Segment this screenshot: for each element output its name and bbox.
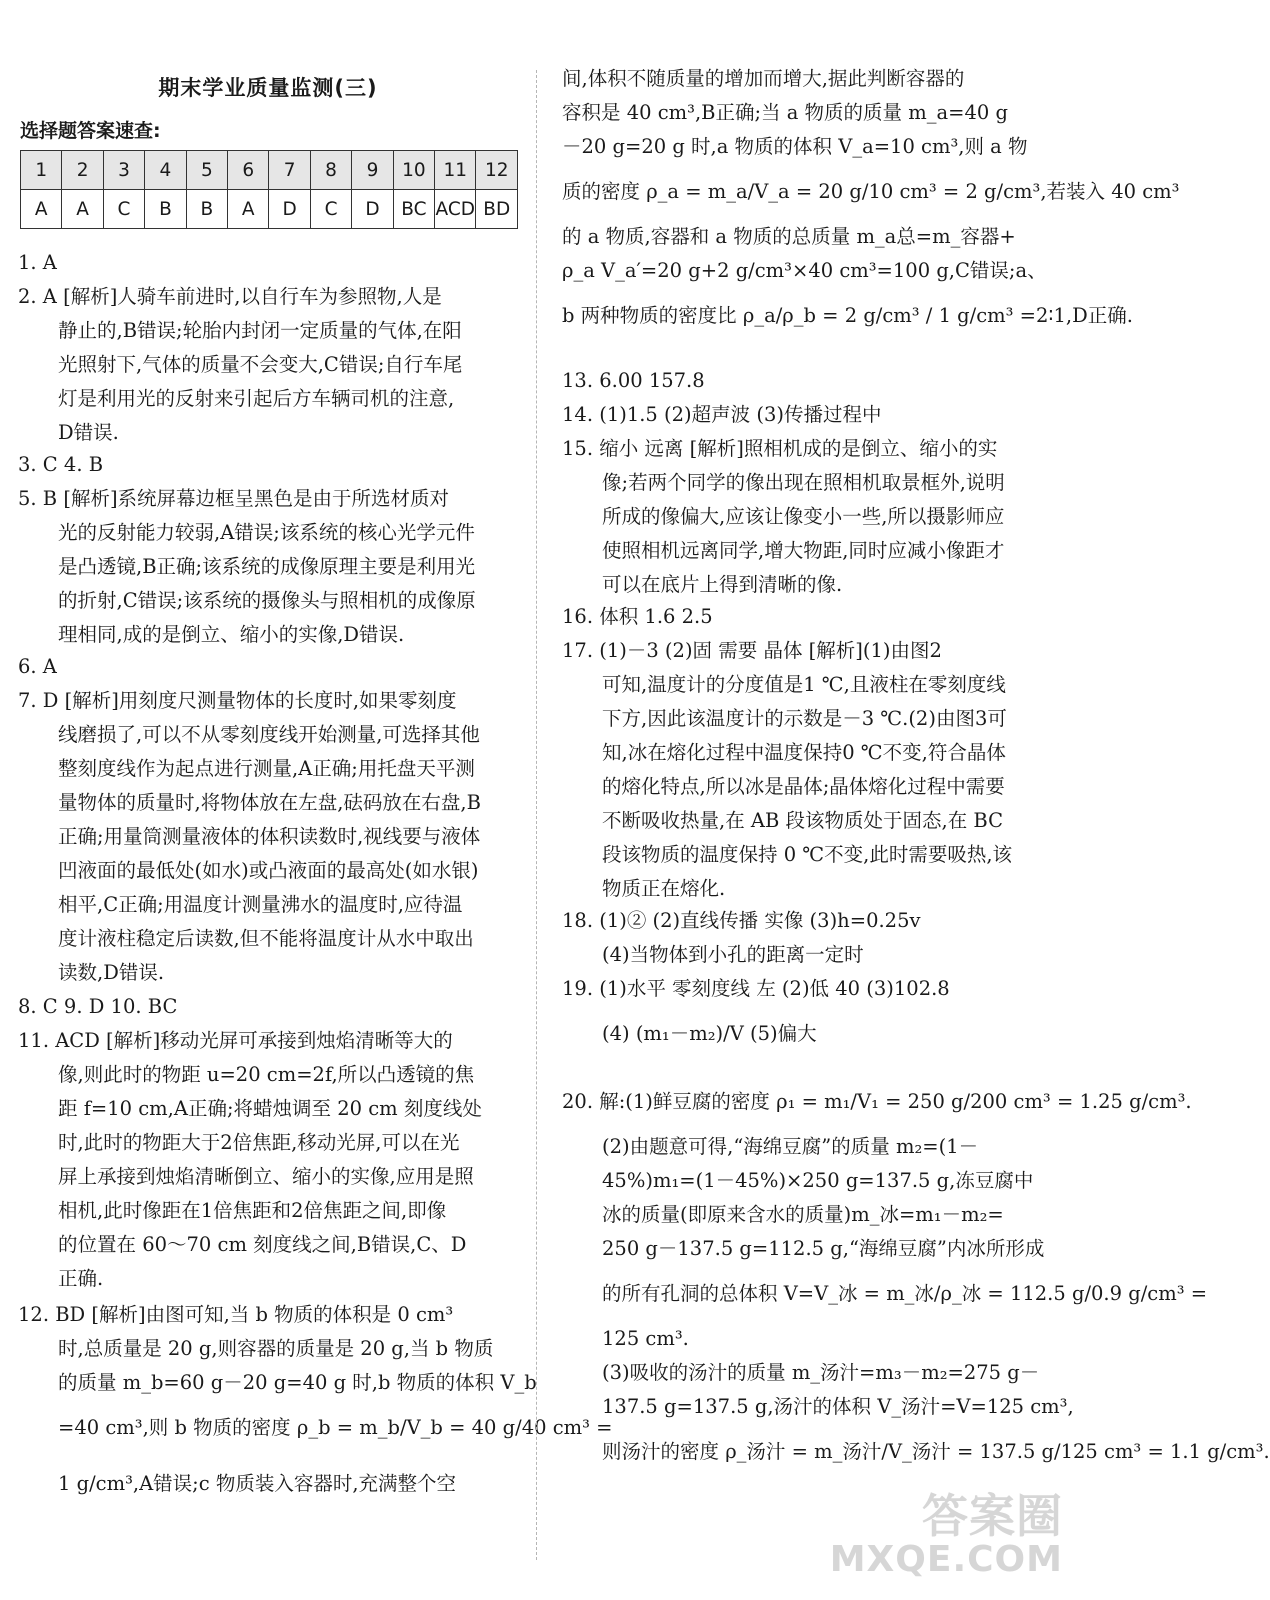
question-number-cell: 3 bbox=[103, 151, 144, 190]
answer-line: 20. 解:(1)鲜豆腐的密度 ρ₁ = m₁/V₁ = 250 g/200 cm³ = 1.25 g/cm³. bbox=[562, 1090, 1192, 1113]
answer-line: 灯是利用光的反射来引起后方车辆司机的注意, bbox=[58, 387, 455, 410]
answer-line: 相机,此时像距在1倍焦距和2倍焦距之间,即像 bbox=[58, 1199, 447, 1222]
answer-line: =40 cm³,则 b 物质的密度 ρ_b = m_b/V_b = 40 g/40 cm³ = bbox=[58, 1416, 613, 1439]
answer-q3-q4 bbox=[18, 448, 103, 482]
answer-line: 的所有孔洞的总体积 V=V_冰 = m_冰/ρ_冰 = 112.5 g/0.9 g/cm³ = bbox=[602, 1282, 1208, 1305]
answer-line: 15. 缩小 远离 [解析]照相机成的是倒立、缩小的实 bbox=[562, 437, 998, 460]
answer-line: 时,此时的物距大于2倍焦距,移动光屏,可以在光 bbox=[58, 1131, 460, 1154]
question-number-cell: 7 bbox=[269, 151, 310, 190]
answer-quick-table bbox=[20, 150, 518, 229]
answer-line: 可知,温度计的分度值是1 ℃,且液柱在零刻度线 bbox=[602, 673, 1006, 696]
answer-cell: A bbox=[62, 190, 103, 229]
answer-line: (2)由题意可得,“海绵豆腐”的质量 m₂=(1－ bbox=[602, 1135, 979, 1158]
answer-table-number-row bbox=[21, 151, 518, 190]
answer-line: 19. (1)水平 零刻度线 左 (2)低 40 (3)102.8 bbox=[562, 977, 950, 1000]
answer-line: 5. B [解析]系统屏幕边框呈黑色是由于所选材质对 bbox=[18, 487, 450, 510]
answer-line: D错误. bbox=[58, 421, 119, 444]
answer-table-heading: 选择题答案速查: bbox=[20, 120, 161, 142]
question-number-cell: 4 bbox=[145, 151, 186, 190]
answer-q20 bbox=[562, 1074, 1270, 1480]
answer-line: －20 g=20 g 时,a 物质的体积 V_a=10 cm³,则 a 物 bbox=[562, 135, 1028, 158]
answer-line: 1 g/cm³,A错误;c 物质装入容器时,充满整个空 bbox=[58, 1472, 457, 1495]
answer-line: 的位置在 60～70 cm 刻度线之间,B错误,C、D bbox=[58, 1233, 467, 1256]
answer-line: 2. A [解析]人骑车前进时,以自行车为参照物,人是 bbox=[18, 285, 442, 308]
answer-line: 光照射下,气体的质量不会变大,C错误;自行车尾 bbox=[58, 353, 463, 376]
answer-cell: ACD bbox=[435, 190, 476, 229]
answer-line: 下方,因此该温度计的示数是－3 ℃.(2)由图3可 bbox=[602, 707, 1007, 730]
answer-line: (4) (m₁－m₂)/V (5)偏大 bbox=[602, 1022, 817, 1045]
answer-line: 1. A bbox=[18, 251, 57, 274]
answer-q15 bbox=[562, 432, 1005, 602]
answer-line: 整刻度线作为起点进行测量,A正确;用托盘天平测 bbox=[58, 757, 475, 780]
answer-line: 250 g－137.5 g=112.5 g,“海绵豆腐”内冰所形成 bbox=[602, 1237, 1045, 1260]
answer-line: 静止的,B错误;轮胎内封闭一定质量的气体,在阳 bbox=[58, 319, 462, 342]
answer-line: 可以在底片上得到清晰的像. bbox=[602, 573, 843, 596]
question-number-cell: 8 bbox=[310, 151, 351, 190]
question-number-cell: 1 bbox=[21, 151, 62, 190]
answer-line: 7. D [解析]用刻度尺测量物体的长度时,如果零刻度 bbox=[18, 689, 457, 712]
answer-q7 bbox=[18, 684, 481, 990]
answer-line: (3)吸收的汤汁的质量 m_汤汁=m₃－m₂=275 g－ bbox=[602, 1361, 1040, 1384]
answer-q2 bbox=[18, 280, 462, 450]
answer-q5 bbox=[18, 482, 476, 652]
answer-line: 物质正在熔化. bbox=[602, 877, 726, 900]
answer-line: 光的反射能力较弱,A错误;该系统的核心光学元件 bbox=[58, 521, 475, 544]
answer-line: 相平,C正确;用温度计测量沸水的温度时,应待温 bbox=[58, 893, 463, 916]
answer-line: 所成的像偏大,应该让像变小一些,所以摄影师应 bbox=[602, 505, 1005, 528]
answer-line: 18. (1)② (2)直线传播 实像 (3)h=0.25v bbox=[562, 909, 921, 932]
answer-line: 线磨损了,可以不从零刻度线开始测量,可选择其他 bbox=[58, 723, 480, 746]
answer-line: 段该物质的温度保持 0 ℃不变,此时需要吸热,该 bbox=[602, 843, 1013, 866]
answer-line: 8. C 9. D 10. BC bbox=[18, 995, 178, 1018]
watermark-text: 答案圈 bbox=[922, 1489, 1063, 1543]
answer-line: 距 f=10 cm,A正确;将蜡烛调至 20 cm 刻度线处 bbox=[58, 1097, 482, 1120]
answer-line: 理相同,成的是倒立、缩小的实像,D错误. bbox=[58, 623, 405, 646]
answer-cell: BC bbox=[393, 190, 434, 229]
answer-cell: B bbox=[145, 190, 186, 229]
answer-table-answer-row bbox=[21, 190, 518, 229]
answer-line: 度计液柱稳定后读数,但不能将温度计从水中取出 bbox=[58, 927, 474, 950]
answer-q19 bbox=[562, 972, 950, 1062]
answer-q6 bbox=[18, 650, 57, 684]
answer-q18 bbox=[562, 904, 921, 972]
answer-line: 125 cm³. bbox=[602, 1327, 689, 1350]
answer-line: 正确;用量筒测量液体的体积读数时,视线要与液体 bbox=[58, 825, 481, 848]
answer-cell: D bbox=[352, 190, 393, 229]
answer-line: 间,体积不随质量的增加而增大,据此判断容器的 bbox=[562, 67, 965, 90]
answer-line: 6. A bbox=[18, 655, 57, 678]
answer-line: 正确. bbox=[58, 1267, 104, 1290]
answer-q12 bbox=[18, 1298, 612, 1512]
answer-q11 bbox=[18, 1024, 482, 1296]
answer-line: 11. ACD [解析]移动光屏可承接到烛焰清晰等大的 bbox=[18, 1029, 453, 1052]
answer-line: 凹液面的最低处(如水)或凸液面的最高处(如水银) bbox=[58, 859, 479, 882]
answer-q12-continued bbox=[562, 62, 1179, 344]
question-number-cell: 11 bbox=[435, 151, 476, 190]
answer-line: 读数,D错误. bbox=[58, 961, 165, 984]
answer-line: 的质量 m_b=60 g－20 g=40 g 时,b 物质的体积 V_b bbox=[58, 1371, 537, 1394]
question-number-cell: 10 bbox=[393, 151, 434, 190]
page-title: 期末学业质量监测(三) bbox=[158, 76, 378, 100]
answer-line: 屏上承接到烛焰清晰倒立、缩小的实像,应用是照 bbox=[58, 1165, 474, 1188]
site-watermark bbox=[829, 1489, 1063, 1580]
answer-line: b 两种物质的密度比 ρ_a/ρ_b = 2 g/cm³ / 1 g/cm³ =2∶1,D正确. bbox=[562, 304, 1133, 327]
question-number-cell: 2 bbox=[62, 151, 103, 190]
answer-line: 的 a 物质,容器和 a 物质的总质量 m_a总=m_容器+ bbox=[562, 225, 1016, 248]
question-number-cell: 12 bbox=[476, 151, 518, 190]
answer-line: 质的密度 ρ_a = m_a/V_a = 20 g/10 cm³ = 2 g/cm³,若装入 40 cm³ bbox=[562, 180, 1180, 203]
answer-cell: A bbox=[21, 190, 62, 229]
answer-line: 像;若两个同学的像出现在照相机取景框外,说明 bbox=[602, 471, 1005, 494]
answer-q14 bbox=[562, 398, 881, 432]
answer-line: 量物体的质量时,将物体放在左盘,砝码放在右盘,B bbox=[58, 791, 481, 814]
answer-line: 14. (1)1.5 (2)超声波 (3)传播过程中 bbox=[562, 403, 882, 426]
answer-line: 3. C 4. B bbox=[18, 453, 104, 476]
question-number-cell: 9 bbox=[352, 151, 393, 190]
answer-cell: C bbox=[103, 190, 144, 229]
answer-cell: C bbox=[310, 190, 351, 229]
answer-line: 45%)m₁=(1－45%)×250 g=137.5 g,冻豆腐中 bbox=[602, 1169, 1034, 1192]
answer-line: 则汤汁的密度 ρ_汤汁 = m_汤汁/V_汤汁 = 137.5 g/125 cm³ = 1.1 g/cm³. bbox=[602, 1440, 1270, 1463]
answer-line: 时,总质量是 20 g,则容器的质量是 20 g,当 b 物质 bbox=[58, 1337, 494, 1360]
answer-line: 冰的质量(即原来含水的质量)m_冰=m₁－m₂= bbox=[602, 1203, 1004, 1226]
question-number-cell: 6 bbox=[228, 151, 269, 190]
answer-line: 像,则此时的物距 u=20 cm=2f,所以凸透镜的焦 bbox=[58, 1063, 475, 1086]
answer-cell: D bbox=[269, 190, 310, 229]
answer-line: 是凸透镜,B正确;该系统的成像原理主要是利用光 bbox=[58, 555, 476, 578]
answer-cell: B bbox=[186, 190, 227, 229]
answer-q17 bbox=[562, 634, 1012, 906]
answer-line: 容积是 40 cm³,B正确;当 a 物质的质量 m_a=40 g bbox=[562, 101, 1008, 124]
question-number-cell: 5 bbox=[186, 151, 227, 190]
answer-line: 使照相机远离同学,增大物距,同时应减小像距才 bbox=[602, 539, 1005, 562]
answer-line: 16. 体积 1.6 2.5 bbox=[562, 605, 713, 628]
watermark-url: MXQE.COM bbox=[829, 1539, 1063, 1580]
answer-line: (4)当物体到小孔的距离一定时 bbox=[602, 943, 864, 966]
answer-q16 bbox=[562, 600, 713, 634]
answer-line: 12. BD [解析]由图可知,当 b 物质的体积是 0 cm³ bbox=[18, 1303, 454, 1326]
answer-line: 的熔化特点,所以冰是晶体;晶体熔化过程中需要 bbox=[602, 775, 1005, 798]
answer-line: 137.5 g=137.5 g,汤汁的体积 V_汤汁=V=125 cm³, bbox=[602, 1395, 1074, 1418]
answer-line: 13. 6.00 157.8 bbox=[562, 369, 705, 392]
answer-cell: A bbox=[228, 190, 269, 229]
answer-line: 不断吸收热量,在 AB 段该物质处于固态,在 BC bbox=[602, 809, 1004, 832]
answer-q8-q10 bbox=[18, 990, 177, 1024]
answer-q1 bbox=[18, 246, 57, 280]
answer-line: 的折射,C错误;该系统的摄像头与照相机的成像原 bbox=[58, 589, 476, 612]
answer-line: ρ_a V_a′=20 g+2 g/cm³×40 cm³=100 g,C错误;a、 bbox=[562, 259, 1047, 282]
column-divider bbox=[536, 70, 537, 1560]
answer-line: 17. (1)－3 (2)固 需要 晶体 [解析](1)由图2 bbox=[562, 639, 942, 662]
answer-q13 bbox=[562, 364, 705, 398]
answer-line: 知,冰在熔化过程中温度保持0 ℃不变,符合晶体 bbox=[602, 741, 1006, 764]
answer-cell: BD bbox=[476, 190, 518, 229]
